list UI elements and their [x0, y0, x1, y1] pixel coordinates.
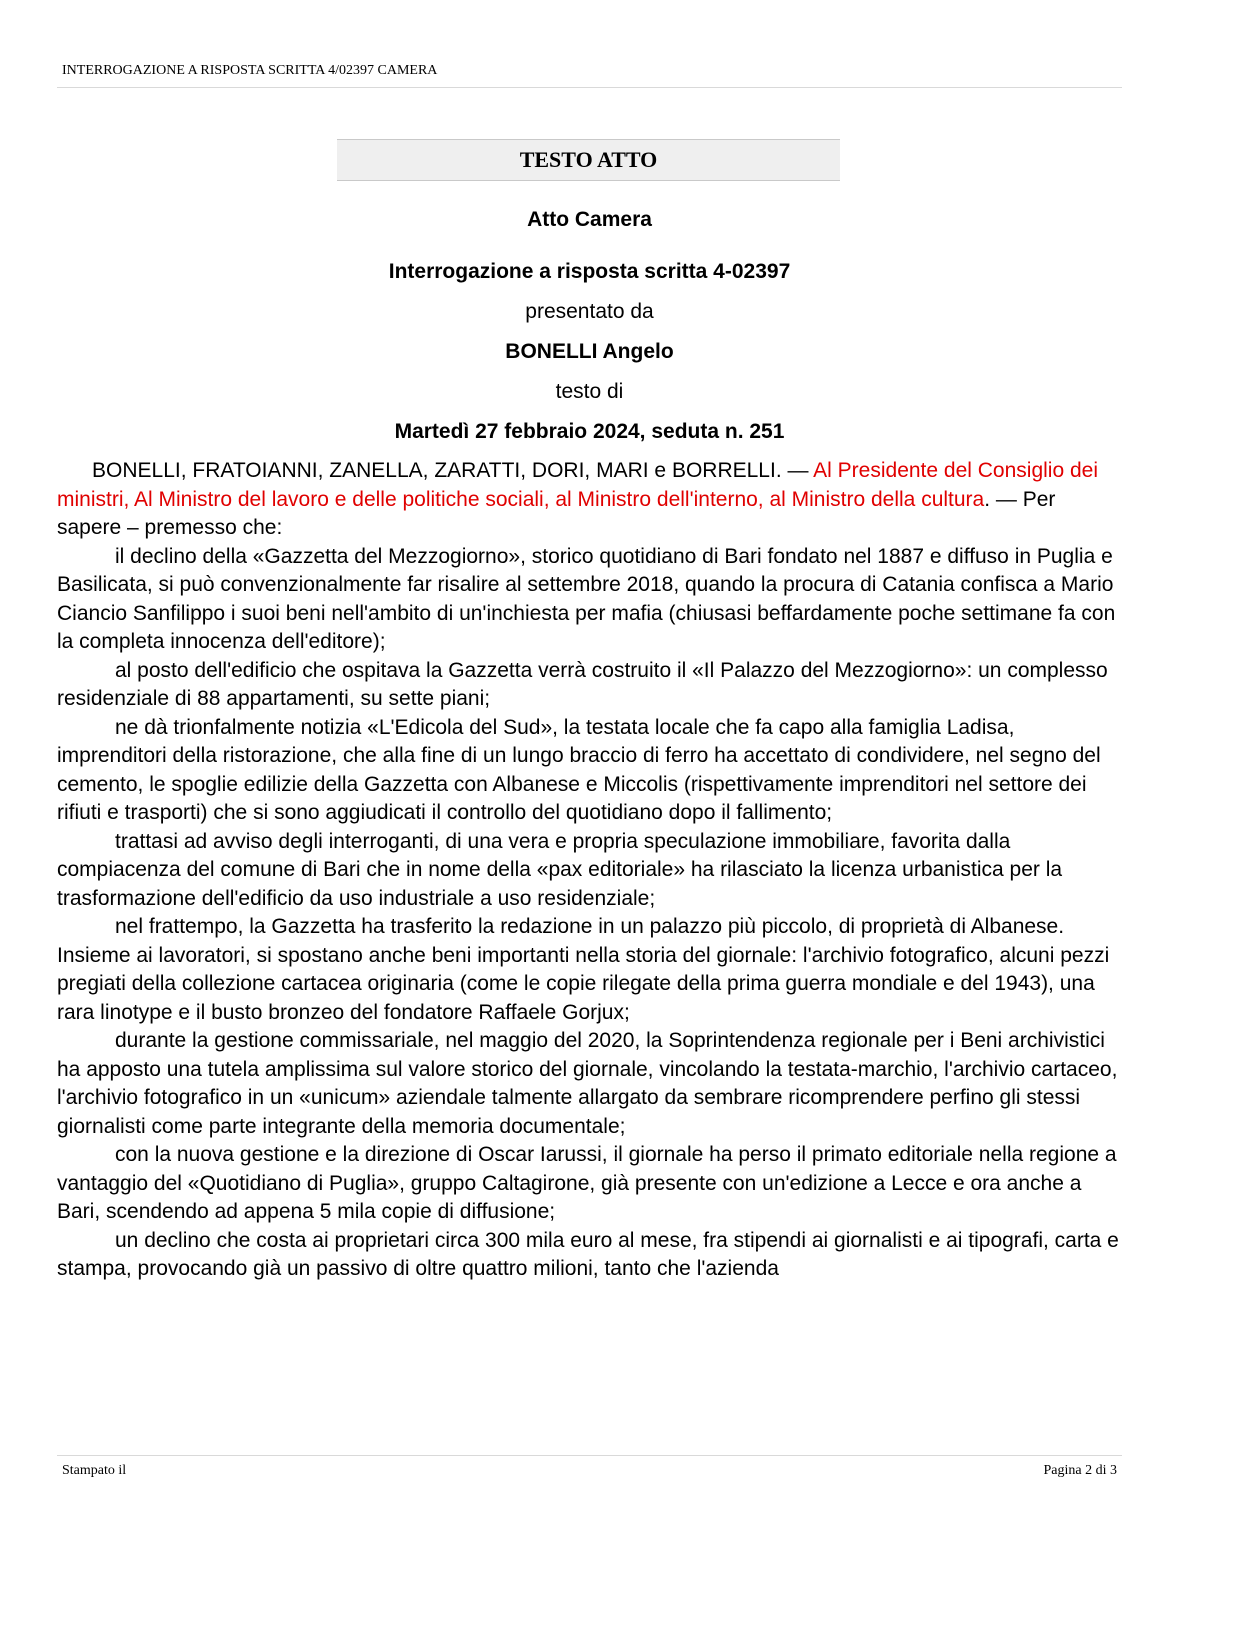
addressees: Al Presidente del Consiglio dei ministri, Al Ministro del lavoro e delle politiche sociali, al Ministro dell'interno, al Ministro della cultura	[57, 459, 1099, 511]
page-footer	[57, 1462, 1122, 1480]
session-date: Martedì 27 febbraio 2024, seduta n. 251	[394, 420, 785, 443]
body-paragraph: durante la gestione commissariale, nel maggio del 2020, la Soprintendenza regionale per i Beni archivistici ha apposto una tutela amplissima sul valore storico del giornale, vincolando la testata-marchio, l'archivio cartaceo, l'archivio fotografico in un «unicum» aziendale talmente allargato da sembrare ricomprendere perfino gli stessi giornalisti come parte integrante della memoria documentale;	[57, 1029, 1118, 1138]
footer-divider	[57, 1455, 1122, 1456]
document-body	[57, 457, 1122, 1284]
intro-paragraph	[57, 457, 1122, 543]
intro-tail: . — Per sapere – premesso che:	[57, 487, 1056, 539]
signers: BONELLI, FRATOIANNI, ZANELLA, ZARATTI, DORI, MARI e BORRELLI. —	[92, 459, 814, 482]
act-type: Interrogazione a risposta scritta 4-02397	[388, 260, 791, 283]
text-of-label: testo di	[555, 380, 624, 403]
body-paragraph: il declino della «Gazzetta del Mezzogiorno», storico quotidiano di Bari fondato nel 1887 e diffuso in Puglia e Basilicata, si può convenzionalmente far risalire al settembre 2018, quando la procura di Catania confisca a Mario Ciancio Sanfilippo i suoi beni nell'ambito di un'inchiesta per mafia (chiusasi beffardamente poche settimane fa con la completa innocenza dell'editore);	[57, 544, 1116, 653]
presenter-name: BONELLI Angelo	[505, 340, 674, 363]
running-header: INTERROGAZIONE A RISPOSTA SCRITTA 4/02397 CAMERA	[62, 63, 438, 78]
page-number: Pagina 2 di 3	[1043, 1463, 1117, 1478]
body-paragraph: ne dà trionfalmente notizia «L'Edicola del Sud», la testata locale che fa capo alla famiglia Ladisa, imprenditori della ristorazione, che alla fine di un lungo braccio di ferro ha accettato di condividere, nel segno del cemento, le spoglie edilizie della Gazzetta con Albanese e Miccolis (rispettivamente imprenditori nel settore dei rifiuti e trasporti) che si sono aggiudicati il controllo del quotidiano dopo il fallimento;	[57, 715, 1101, 824]
body-paragraph: un declino che costa ai proprietari circa 300 mila euro al mese, fra stipendi ai giornalisti e ai tipografi, carta e stampa, provocando già un passivo di oltre quattro milioni, tanto che l'azienda	[57, 1228, 1119, 1280]
header-divider	[57, 87, 1122, 88]
printed-on-label: Stampato il	[62, 1463, 127, 1478]
body-paragraph: al posto dell'edificio che ospitava la Gazzetta verrà costruito il «Il Palazzo del Mezzogiorno»: un complesso residenziale di 88 appartamenti, su sette piani;	[57, 658, 1108, 710]
presented-by-label: presentato da	[525, 300, 654, 323]
body-paragraph: trattasi ad avviso degli interroganti, di una vera e propria speculazione immobiliare, favorita dalla compiacenza del comune di Bari che in nome della «pax editoriale» ha rilasciato la licenza urbanistica per la trasformazione dell'edificio da uso industriale a uso residenziale;	[57, 829, 1063, 910]
body-paragraph: con la nuova gestione e la direzione di Oscar Iarussi, il giornale ha perso il primato editoriale nella regione a vantaggio del «Quotidiano di Puglia», gruppo Caltagirone, già presente con un'edizione a Lecce e ora anche a Bari, scendendo ad appena 5 mila copie di diffusione;	[57, 1143, 1117, 1223]
act-chamber: Atto Camera	[527, 208, 652, 231]
body-paragraph: nel frattempo, la Gazzetta ha trasferito la redazione in un palazzo più piccolo, di proprietà di Albanese. Insieme ai lavoratori, si spostano anche beni importanti nella storia del giornale: l'archivio fotografico, alcuni pezzi pregiati della collezione cartacea originaria (come le copie rilegate della prima guerra mondiale e del 1943), una rara linotype e il busto bronzeo del fondatore Raffaele Gorjux;	[57, 915, 1110, 1024]
section-title-box: TESTO ATTO	[337, 139, 840, 181]
